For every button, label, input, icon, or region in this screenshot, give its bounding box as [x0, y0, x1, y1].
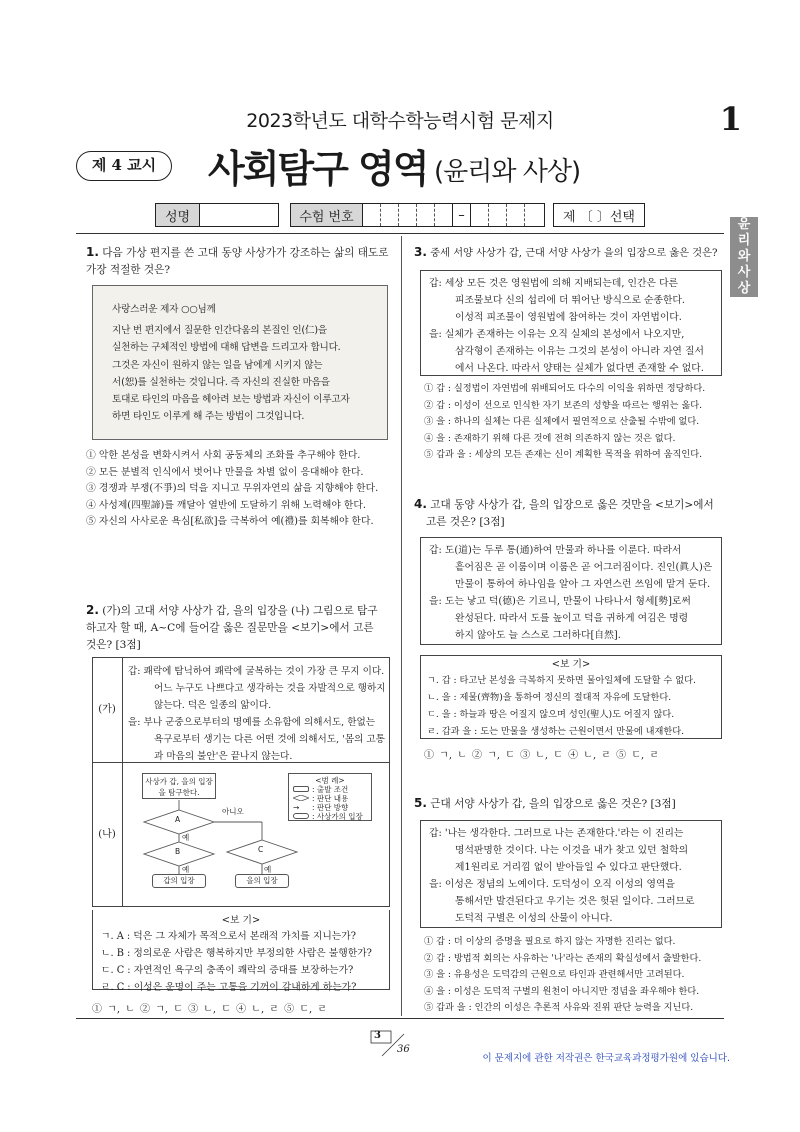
passage-ga: [128, 663, 386, 765]
question-4-stem: [414, 496, 724, 531]
letter-line: 지난 번 편지에서 질문한 인간다움의 본질인 인(仁)을: [112, 325, 327, 337]
question-stem-line: 가장 적절한 것은?: [86, 264, 171, 276]
question-stem-line: 다음 가상 편지를 쓴 고대 동양 사상가가 강조하는 삶의 태도로: [102, 247, 389, 259]
letter-line: 토대로 타인의 마음을 헤아려 보는 방법과 자신이 이루고자: [112, 394, 350, 406]
answer-choice[interactable]: ② 갑 : 이성이 선으로 인식한 자기 보존의 성향을 따르는 행위는 옳다.: [424, 399, 703, 411]
passage-line: 명석판명한 것이다. 나는 이것을 내가 찾고 있던 철학의: [455, 845, 689, 856]
passage-line: 흩어짐은 곧 이룸이며 이룸은 곧 어그러짐이다. 진인(眞人)은: [455, 562, 713, 573]
exam-number-digit[interactable]: [489, 204, 507, 226]
passage-line: 도덕적 구별은 이성의 산물이 아니다.: [455, 913, 613, 924]
exam-number-digit[interactable]: [399, 204, 417, 226]
passage-line: 제1원리로 거리낌 없이 받아들일 수 있다고 판단했다.: [455, 862, 682, 873]
copyright-notice: 이 문제지에 관한 저작권은 한국교육과정평가원에 있습니다.: [482, 1053, 730, 1064]
question-1-stem: [86, 244, 391, 279]
page-current: 3: [374, 1030, 381, 1041]
yes-label: 예: [182, 833, 190, 842]
bogi-item: ㄷ. 을 : 하늘과 땅은 어질지 않으며 성인(聖人)도 어질지 않다.: [427, 709, 675, 720]
bogi-item: ㄱ. 갑 : 타고난 본성을 극복하지 못하면 물아일체에 도달할 수 없다.: [427, 675, 696, 686]
legend-item: → : 판단 방향: [293, 803, 349, 812]
bogi-title: <보 기>: [551, 659, 591, 670]
answer-choice[interactable]: ② 모든 분별적 인식에서 벗어나 만물을 차별 없이 응대해야 한다.: [86, 466, 364, 478]
end-box-gap: 갑의 입장: [152, 874, 206, 888]
answer-choice[interactable]: ⑤ 갑과 을 : 인간의 이성은 추론적 사유와 진위 판단 능력을 지닌다.: [424, 1002, 694, 1013]
yes-label: 예: [264, 865, 272, 874]
question-number: 5.: [414, 796, 427, 810]
exam-number-dash: –: [453, 204, 471, 226]
bogi-box-q2: [92, 910, 390, 993]
passage-line: 갑: '나는 생각한다. 그러므로 나는 존재한다.'라는 이 진리는: [429, 828, 684, 839]
question-stem-line: 고른 것은? [3점]: [426, 516, 505, 528]
question-5-stem: [414, 795, 724, 813]
bogi-item: ㄹ. C : 이성은 운명이 주는 고통을 기꺼이 감내하게 하는가?: [101, 982, 357, 993]
letter-line: 서(恕)를 실천하는 것입니다. 즉 자신의 진실한 마음을: [112, 376, 330, 388]
letter-line: 그것은 자신이 원하지 않는 일을 남에게 시키지 않는: [112, 359, 323, 371]
page-slash: [370, 1030, 420, 1060]
passage-line: 통해서만 발견된다고 우기는 것은 헛된 일이다. 그러므로: [455, 896, 695, 907]
legend-item: : 출발 조건: [293, 785, 367, 794]
page-number-large: 1: [719, 100, 742, 138]
exam-number-digit[interactable]: [435, 204, 453, 226]
bogi-item: ㄹ. 갑과 을 : 도는 만물을 생성하는 근원이면서 만물에 내재한다.: [427, 726, 685, 737]
passage-line: 이성적 피조물이 영원법에 참여하는 것이 자연법이다.: [455, 312, 682, 323]
answer-choice[interactable]: ④ 사성제(四聖諦)를 깨달아 열반에 도달하기 위해 노력해야 한다.: [86, 499, 366, 511]
side-tab-char: 상: [737, 281, 751, 296]
passage-box-q5: [420, 820, 722, 928]
side-tab-char: 리: [737, 233, 751, 248]
node-a-label: A: [175, 815, 181, 824]
question-stem-line: 중세 서양 사상가 갑, 근대 서양 사상가 을의 입장으로 옳은 것은?: [430, 248, 718, 259]
label-ga: (가): [98, 704, 116, 715]
passage-box-q3: [420, 270, 722, 376]
passage-line: 을: 실체가 존재하는 이유는 오직 실체의 본성에서 나오지만,: [429, 329, 685, 340]
answer-choice[interactable]: ① 갑 : 더 이상의 증명을 필요로 하지 않는 자명한 진리는 없다.: [424, 936, 676, 947]
node-c-label: C: [258, 845, 264, 854]
question-stem-line: 근대 서양 사상가 갑, 을의 입장으로 옳은 것은? [3점]: [430, 798, 676, 810]
passage-line: 을: 이성은 정념의 노예이다. 도덕성이 오직 이성의 영역을: [429, 879, 675, 890]
question-stem-line: (가)의 고대 서양 사상가 갑, 을의 입장을 (나) 그림으로 탐구: [102, 605, 378, 617]
answer-options-q4[interactable]: ① ㄱ, ㄴ ② ㄱ, ㄷ ③ ㄴ, ㄷ ④ ㄴ, ㄹ ⑤ ㄷ, ㄹ: [424, 750, 659, 761]
end-box-eul: 을의 입장: [235, 874, 289, 888]
selection-label: 제 〔 〕선택: [563, 209, 635, 225]
answer-options-q2[interactable]: ① ㄱ, ㄴ ② ㄱ, ㄷ ③ ㄴ, ㄷ ④ ㄴ, ㄹ ⑤ ㄷ, ㄹ: [92, 1004, 327, 1015]
exam-number-digit[interactable]: [417, 204, 435, 226]
flow-start-box: 사상가 갑, 을의 입장을 탐구한다.: [142, 773, 216, 799]
bogi-title: <보 기>: [221, 915, 261, 926]
answer-choice[interactable]: ③ 을 : 하나의 실체는 다른 실체에서 필연적으로 산출될 수밖에 없다.: [424, 416, 700, 427]
period-badge: 제 4 교시: [76, 151, 172, 181]
passage-line: 에서 나온다. 따라서 양태는 실체가 없다면 존재할 수 없다.: [455, 363, 704, 374]
exam-number-digit[interactable]: [507, 204, 525, 226]
passage-line: 삼각형이 존재하는 이유는 그것의 본성이 아니라 자연 질서: [455, 346, 704, 357]
question-3-stem: [414, 244, 724, 262]
passage-line: 을: 부나 군중으로부터의 명예를 소유함에 의해서도, 한없는 욕구로부터 생기는 다른 어떤 것에 의해서도, '몸의 고통과 마음의 불안'은 끝나지 않는다.: [128, 717, 385, 762]
passage-box-q4: [420, 537, 722, 645]
bogi-item: ㄷ. C : 자연적인 욕구의 충족이 쾌락의 증대를 보장하는가?: [101, 965, 354, 976]
side-tab-char: 사: [737, 265, 751, 280]
passage-line: 갑: 세상 모든 것은 영원법에 의해 지배되는데, 인간은 다른: [429, 278, 678, 289]
legend-item: : 사상가의 입장: [293, 812, 367, 821]
side-tab-char: 윤: [737, 217, 751, 232]
passage-line: 완성된다. 따라서 도를 높이고 덕을 귀하게 여김은 명령: [455, 613, 689, 624]
page-indicator: [370, 1030, 420, 1060]
bogi-item: ㄴ. B : 정의로운 사람은 행복하지만 부정의한 사람은 불행한가?: [101, 948, 372, 959]
passage-line: 갑: 도(道)는 두루 통(通)하여 만물과 하나를 이룬다. 따라서: [429, 545, 682, 556]
answer-choice[interactable]: ③ 을 : 유용성은 도덕감의 근원으로 타인과 관련해서만 고려된다.: [424, 969, 685, 980]
side-tab-char: 와: [737, 249, 751, 264]
answer-choice[interactable]: ③ 경쟁과 부쟁(不爭)의 덕을 지니고 무위자연의 삶을 지향해야 한다.: [86, 483, 379, 494]
node-b-label: B: [175, 847, 181, 856]
passage-line: 만물이 통하여 하나임을 알아 그 자연스런 쓰임에 맡겨 둔다.: [455, 579, 711, 590]
question-number: 1.: [86, 245, 99, 259]
question-3-choices: [424, 381, 724, 464]
name-label: 성명: [156, 204, 200, 226]
answer-choice[interactable]: ⑤ 갑과 을 : 세상의 모든 존재는 신이 계획한 목적을 위하여 움직인다.: [424, 449, 703, 460]
name-field[interactable]: [155, 203, 279, 227]
subject-side-tab: [730, 217, 758, 297]
column-divider: [401, 236, 402, 1016]
exam-number-digit[interactable]: [471, 204, 489, 226]
passage-line: 하지 않아도 늘 스스로 그러하다[自然].: [455, 630, 621, 641]
legend-item: : 판단 내용: [293, 794, 367, 803]
exam-number-field[interactable]: [290, 203, 545, 227]
question-5-choices: [424, 934, 724, 1017]
exam-number-label: 수험 번호: [291, 204, 363, 226]
letter-text: [112, 301, 380, 425]
letter-line: 하면 타인도 이루게 해 주는 방법이 그것입니다.: [112, 411, 305, 423]
answer-choice[interactable]: ② 갑 : 방법적 회의는 사유하는 '나'라는 존재의 확실성에서 출발한다.: [424, 952, 702, 964]
answer-choice[interactable]: ① 갑 : 실정법이 자연법에 위배되어도 다수의 이익을 위하면 정당하다.: [424, 383, 706, 394]
selection-field[interactable]: [553, 203, 645, 227]
question-number: 2.: [86, 603, 99, 617]
answer-choice[interactable]: ④ 을 : 이성은 도덕적 구별의 원천이 아니지만 정념을 좌우해야 한다.: [424, 985, 700, 997]
question-2-stem: [86, 602, 391, 654]
letter-line: 사랑스러운 제자 ○○님께: [112, 304, 216, 315]
subject-title: 사회탐구 영역: [208, 147, 428, 191]
page-total: 36: [397, 1044, 410, 1055]
no-label: 아니오: [222, 807, 244, 816]
question-stem-line: 하고자 할 때, A~C에 들어갈 옳은 질문만을 <보기>에서 고른: [86, 622, 374, 634]
exam-number-digit[interactable]: [525, 204, 544, 226]
answer-choice[interactable]: ① 악한 본성을 변화시켜서 사회 공동체의 조화를 추구해야 한다.: [86, 450, 361, 461]
subject-subtitle: (윤리와 사상): [434, 157, 581, 187]
bogi-item: ㄱ. A : 덕은 그 자체가 목적으로서 본래적 가치를 지니는가?: [101, 931, 356, 942]
name-input[interactable]: [200, 204, 278, 226]
passage-line: 갑: 쾌락에 탐닉하여 쾌락에 굴복하는 것이 가장 큰 무지 이다. 어느 누구도 나쁘다고 생각하는 것을 자발적으로 행하지 않는다. 덕은 일종의 앎이다.: [128, 666, 386, 711]
exam-number-digit[interactable]: [381, 204, 399, 226]
answer-choice[interactable]: ④ 을 : 존재하기 위해 다른 것에 전혀 의존하지 않는 것은 없다.: [424, 432, 676, 444]
question-number: 4.: [414, 497, 427, 511]
letter-line: 실천하는 구체적인 방법에 대해 답변을 드리고자 합니다.: [112, 342, 341, 354]
bogi-box-q4: [420, 655, 722, 739]
passage-line: 을: 도는 낳고 덕(德)은 기르니, 만물이 나타나서 형세[勢]로써: [429, 596, 691, 607]
passage-line: 피조물보다 신의 섭리에 더 뛰어난 방식으로 순종한다.: [455, 295, 686, 306]
question-1-choices: [86, 448, 391, 531]
question-stem-line: 것은? [3점]: [86, 639, 141, 651]
footer-rule: [76, 1018, 724, 1019]
legend-title: <범 례>: [315, 776, 345, 785]
exam-number-digit[interactable]: [363, 204, 381, 226]
bogi-item: ㄴ. 을 : 제물(齊物)을 통하여 정신의 절대적 자유에 도달한다.: [427, 692, 672, 703]
question-stem-line: 고대 동양 사상가 갑, 을의 입장으로 옳은 것만을 <보기>에서: [430, 499, 714, 511]
header-rule: [76, 233, 724, 234]
answer-choice[interactable]: ⑤ 자신의 사사로운 욕심[私欲]을 극복하여 예(禮)를 회복해야 한다.: [86, 516, 374, 527]
yes-label: 예: [182, 865, 190, 874]
label-na: (나): [98, 829, 116, 840]
question-number: 3.: [414, 245, 427, 259]
exam-title: 2023학년도 대학수학능력시험 문제지: [246, 110, 554, 132]
